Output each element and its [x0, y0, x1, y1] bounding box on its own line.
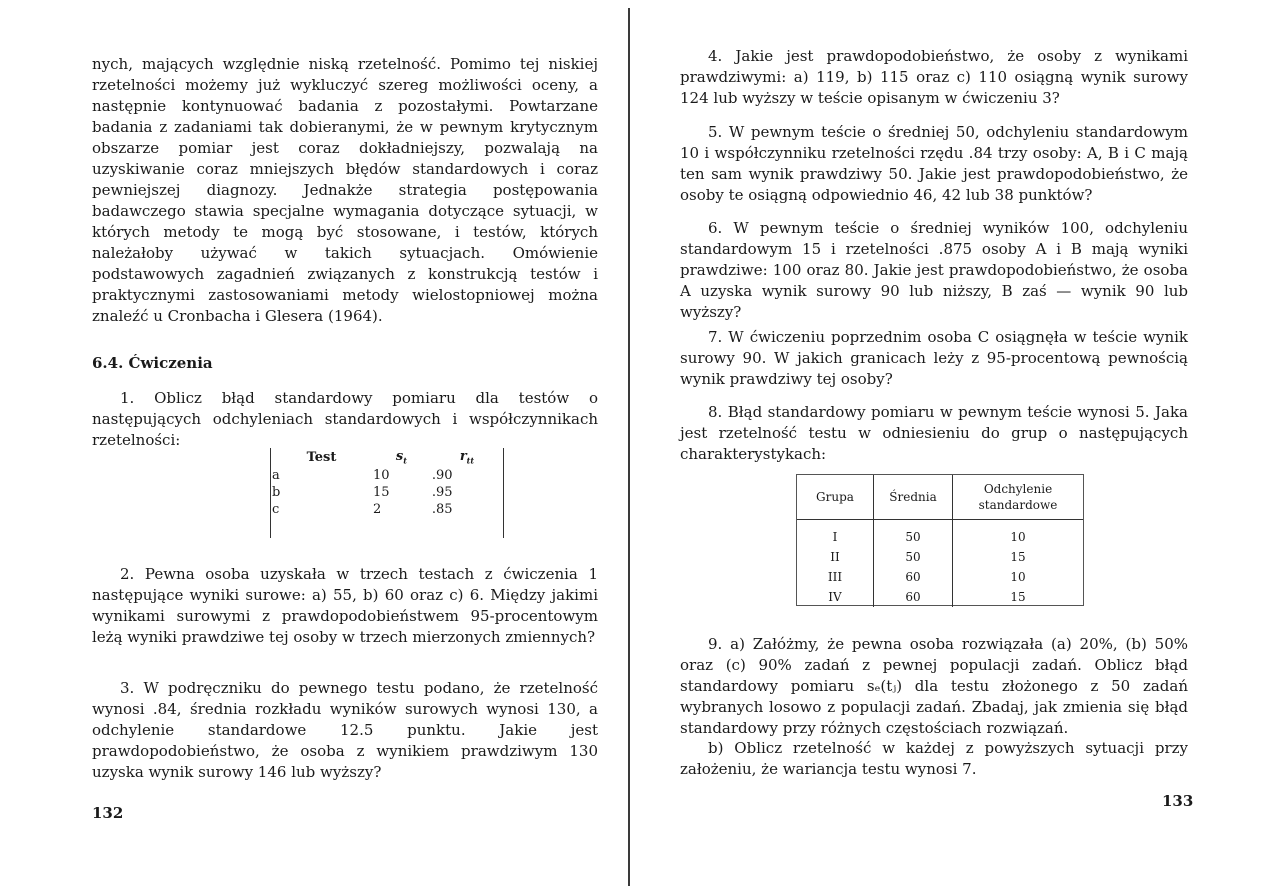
table2-header-mean: Średnia	[874, 475, 953, 520]
page-number-left: 132	[92, 804, 124, 822]
table-row: c 2 .85	[272, 501, 453, 517]
table-row: b 15 .95	[272, 484, 453, 500]
table1-header-test: Test	[306, 449, 337, 465]
exercise-1: 1. Oblicz błąd standardowy pomiaru dla testów o następujących odchyleniach standardowych i współczynnikach rzetelności:	[92, 389, 598, 449]
continuation-paragraph: nych, mających względnie niską rzetelność. Pomimo tej niskiej rzetelności możemy już wykluczyć szereg możliwości oceny, a następnie kontynuować badania z pozostałymi. Powtarzane badania z zadaniami tak dobieranymi, że w pewnym krytycznym obszarze pomiar jest coraz dokładniejszy, pozwalają na uzyskiwanie coraz mniejszych błędów standardowych i coraz pewniejszej diagnozy. Jednakże strategia postępowania badawczego stawia specjalne wymagania dotyczące sytuacji, w których metody te mogą być stosowane, i testów, których należałoby używać w takich sytuacjach. Omówienie podstawowych zagadnień związanych z konstrukcją testów i praktycznymi zastosowaniami metody wielostopniowej można znaleźć u Cronbacha i Glesera (1964).	[92, 55, 598, 325]
table-row: III 60 10	[797, 567, 1083, 587]
table-row: I 50 10	[797, 520, 1083, 548]
exercise-9a: 9. a) Załóżmy, że pewna osoba rozwiązała (a) 20%, (b) 50% oraz (c) 90% zadań z pewnej populacji zadań. Oblicz błąd standardowy pomiaru sₑ(tⱼ) dla testu złożonego z 50 zadań wybranych losowo z populacji zadań. Zbadaj, jak zmienia się błąd standardowy przy różnych częstościach rozwiązań.	[680, 635, 1188, 737]
exercise-6: 6. W pewnym teście o średniej wyników 100, odchyleniu standardowym 15 i rzetelności .875 osoby A i B mają wyniki prawdziwe: 100 oraz 80. Jakie jest prawdopodobieństwo, że osoba A uzyska wynik surowy 90 lub niższy, B zaś — wynik 90 lub wyższy?	[680, 219, 1188, 321]
table2-header-sd: Odchylenie standardowe	[953, 475, 1084, 520]
page-gutter	[628, 8, 630, 886]
table1-header-st: $s_t$	[395, 449, 407, 466]
groups-table	[796, 474, 1084, 606]
exercise-4: 4. Jakie jest prawdopodobieństwo, że osoby z wynikami prawdziwymi: a) 119, b) 115 oraz c) 110 osiągną wynik surowy 124 lub wyższy w teście opisanym w ćwiczeniu 3?	[680, 47, 1188, 107]
reliability-table	[270, 448, 504, 538]
table-row: II 50 15	[797, 547, 1083, 567]
exercise-3: 3. W podręczniku do pewnego testu podano, że rzetelność wynosi .84, średnia rozkładu wyników surowych wynosi 130, a odchylenie standardowe 12.5 punktu. Jakie jest prawdopodobieństwo, że osoba z wynikiem prawdziwym 130 uzyska wynik surowy 146 lub wyższy?	[92, 679, 598, 781]
exercise-8: 8. Błąd standardowy pomiaru w pewnym teście wynosi 5. Jaka jest rzetelność testu w odniesieniu do grup o następujących charakterystykach:	[680, 403, 1188, 463]
table2-header-group: Grupa	[797, 475, 874, 520]
table1-header-rtt: $r_{tt}$	[459, 449, 475, 466]
exercise-7: 7. W ćwiczeniu poprzednim osoba C osiągnęła w teście wynik surowy 90. W jakich granicach leży z 95-procentową pewnością wynik prawdziwy tej osoby?	[680, 328, 1188, 388]
section-title: 6.4. Ćwiczenia	[92, 354, 213, 372]
exercise-5: 5. W pewnym teście o średniej 50, odchyleniu standardowym 10 i współczynniku rzetelności rzędu .84 trzy osoby: A, B i C mają ten sam wynik prawdziwy 50. Jakie jest prawdopodobieństwo, że osoby te osiągną odpowiednio 46, 42 lub 38 punktów?	[680, 123, 1188, 204]
table-row: a 10 .90	[272, 467, 453, 483]
table-row: IV 60 15	[797, 587, 1083, 607]
exercise-2: 2. Pewna osoba uzyskała w trzech testach z ćwiczenia 1 następujące wyniki surowe: a) 55, b) 60 oraz c) 6. Między jakimi wynikami surowymi z prawdopodobieństwem 95-procentowym leżą wyniki prawdziwe tej osoby w trzech mierzonych zmiennych?	[92, 565, 598, 646]
exercise-9b: b) Oblicz rzetelność w każdej z powyższych sytuacji przy założeniu, że wariancja testu wynosi 7.	[680, 739, 1188, 778]
page-number-right: 133	[1162, 792, 1194, 810]
